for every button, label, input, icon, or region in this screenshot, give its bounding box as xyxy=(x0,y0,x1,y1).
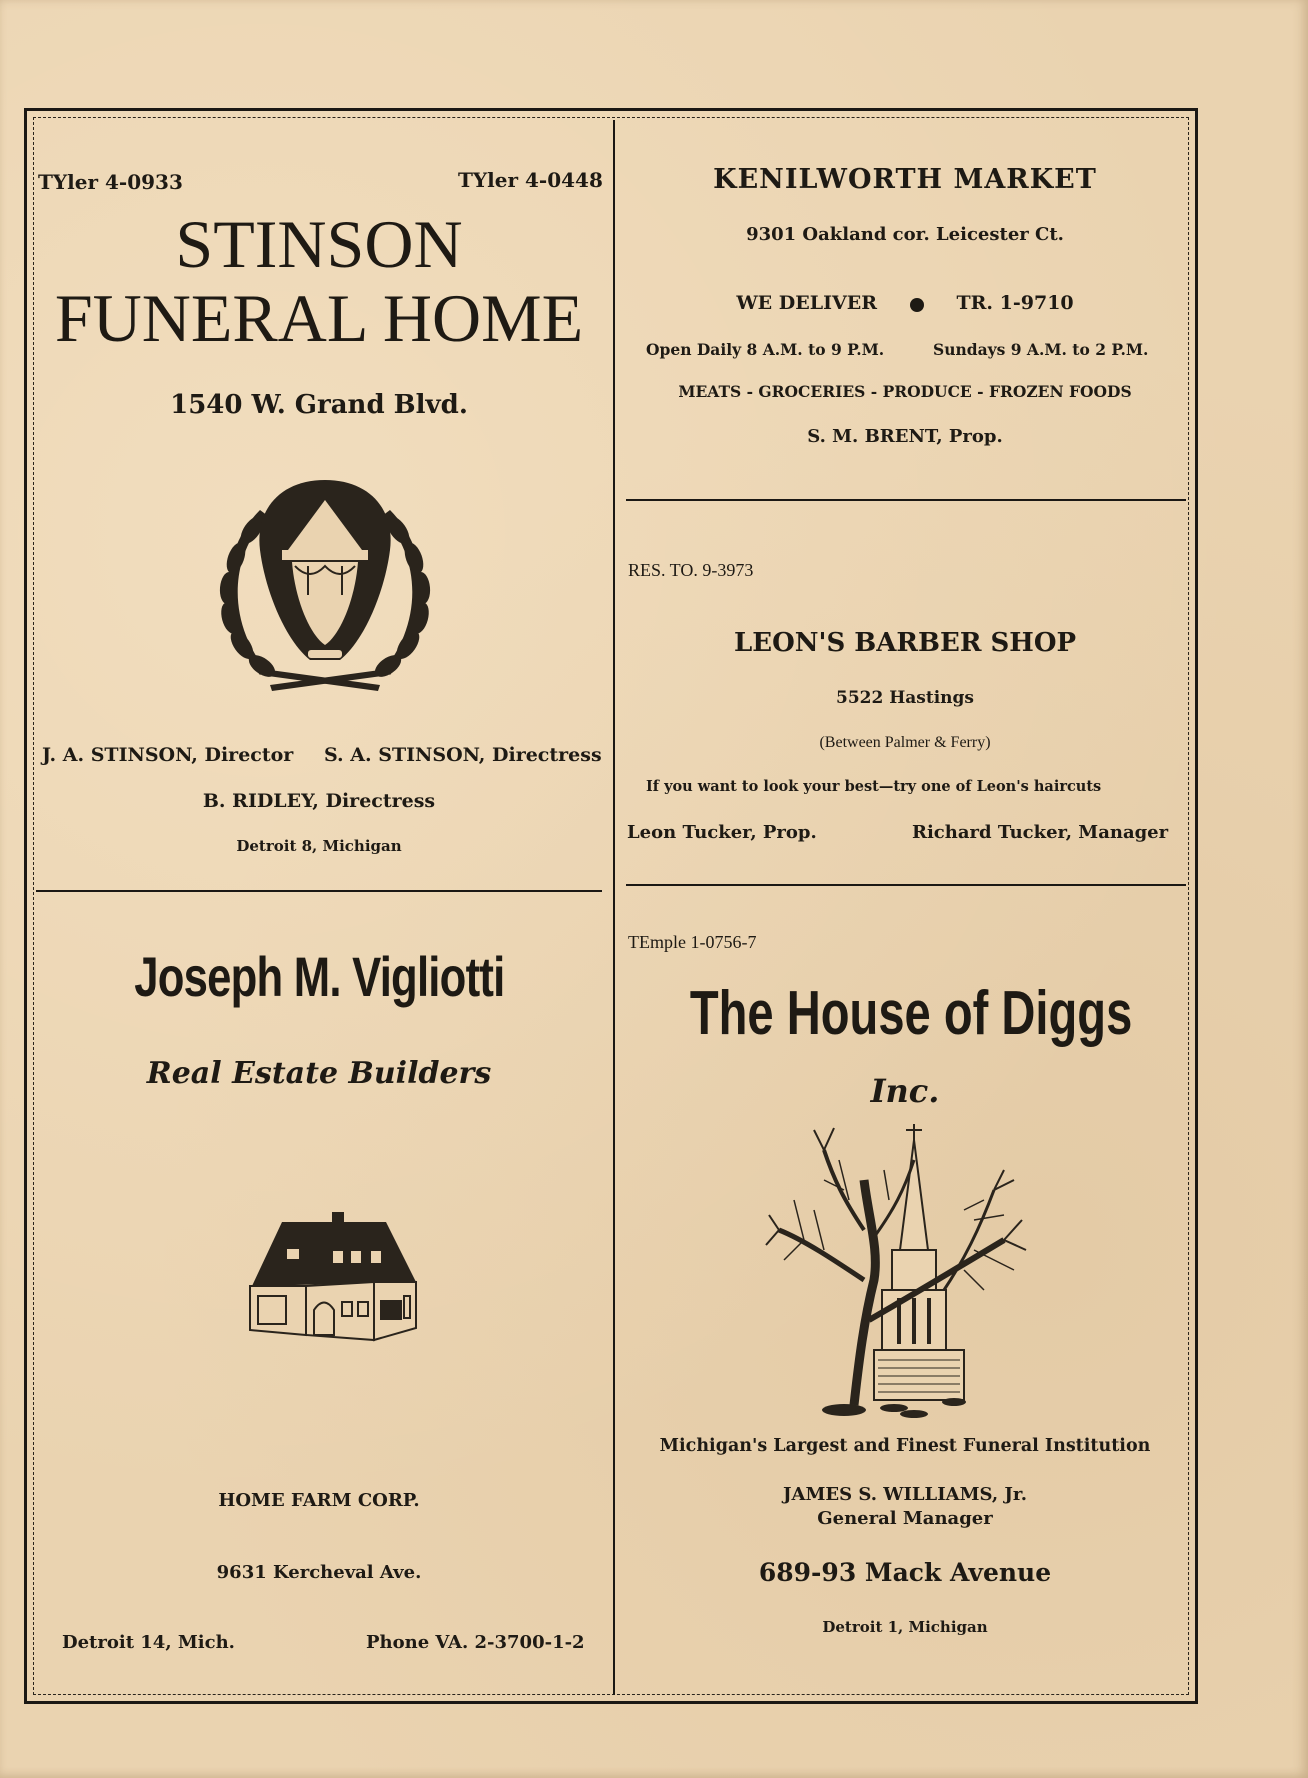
diggs-name: The House of Diggs xyxy=(689,979,1133,1048)
church-steeple-tree-icon xyxy=(764,1120,1034,1420)
diggs-address: 689-93 Mack Avenue xyxy=(758,1558,1052,1587)
vigliotti-tagline: Real Estate Builders xyxy=(146,1056,492,1091)
stinson-staff-directress: S. A. STINSON, Directress xyxy=(324,744,602,766)
vigliotti-address: 9631 Kercheval Ave. xyxy=(216,1562,422,1583)
kenilworth-phone: TR. 1-9710 xyxy=(956,292,1074,314)
bullet-dot-icon xyxy=(910,298,924,312)
kenilworth-hours-daily: Open Daily 8 A.M. to 9 P.M. xyxy=(646,340,885,359)
stinson-phone-right: TYler 4-0448 xyxy=(458,168,603,192)
laurel-wreath-urn-icon xyxy=(200,470,450,710)
diggs-slogan: Michigan's Largest and Finest Funeral Institution xyxy=(659,1436,1151,1456)
stinson-name-line2: FUNERAL HOME xyxy=(54,280,584,356)
leons-address: 5522 Hastings xyxy=(835,688,974,708)
kenilworth-deliver-row xyxy=(620,292,1190,315)
leons-res-phone: RES. TO. 9-3973 xyxy=(628,560,754,580)
vigliotti-phone: Phone VA. 2-3700-1-2 xyxy=(366,1632,585,1653)
leons-cross-streets: (Between Palmer & Ferry) xyxy=(819,734,991,751)
right-row-divider-2 xyxy=(626,884,1186,886)
leons-name: LEON'S BARBER SHOP xyxy=(733,628,1077,658)
left-row-divider xyxy=(36,890,602,892)
diggs-manager-title: General Manager xyxy=(817,1508,993,1529)
house-icon xyxy=(246,1210,426,1360)
vigliotti-name: Joseph M. Vigliotti xyxy=(133,945,505,1008)
stinson-city: Detroit 8, Michigan xyxy=(236,837,402,855)
stinson-phone-left: TYler 4-0933 xyxy=(38,170,183,194)
kenilworth-products: MEATS - GROCERIES - PRODUCE - FROZEN FOODS xyxy=(678,382,1132,401)
right-row-divider-1 xyxy=(626,499,1186,501)
vigliotti-corp: HOME FARM CORP. xyxy=(218,1490,420,1511)
leons-manager: Richard Tucker, Manager xyxy=(912,822,1169,843)
diggs-manager-name: JAMES S. WILLIAMS, Jr. xyxy=(782,1484,1028,1505)
stinson-name-line1: STINSON xyxy=(175,206,463,282)
stinson-staff-ridley: B. RIDLEY, Directress xyxy=(202,790,436,812)
diggs-phone: TEmple 1-0756-7 xyxy=(628,932,757,952)
leons-slogan: If you want to look your best—try one of Leon's haircuts xyxy=(646,778,1102,795)
diggs-city: Detroit 1, Michigan xyxy=(822,1618,988,1636)
kenilworth-deliver: WE DELIVER xyxy=(736,292,877,314)
stinson-address: 1540 W. Grand Blvd. xyxy=(170,390,468,420)
kenilworth-name: KENILWORTH MARKET xyxy=(713,164,1097,195)
leons-proprietor: Leon Tucker, Prop. xyxy=(627,822,817,843)
stinson-staff-director: J. A. STINSON, Director xyxy=(42,744,294,766)
diggs-suffix: Inc. xyxy=(870,1072,940,1110)
vigliotti-city: Detroit 14, Mich. xyxy=(62,1632,235,1653)
column-divider xyxy=(613,120,615,1695)
kenilworth-proprietor: S. M. BRENT, Prop. xyxy=(807,426,1003,447)
kenilworth-address: 9301 Oakland cor. Leicester Ct. xyxy=(746,224,1064,245)
kenilworth-hours-sunday: Sundays 9 A.M. to 2 P.M. xyxy=(933,340,1149,359)
